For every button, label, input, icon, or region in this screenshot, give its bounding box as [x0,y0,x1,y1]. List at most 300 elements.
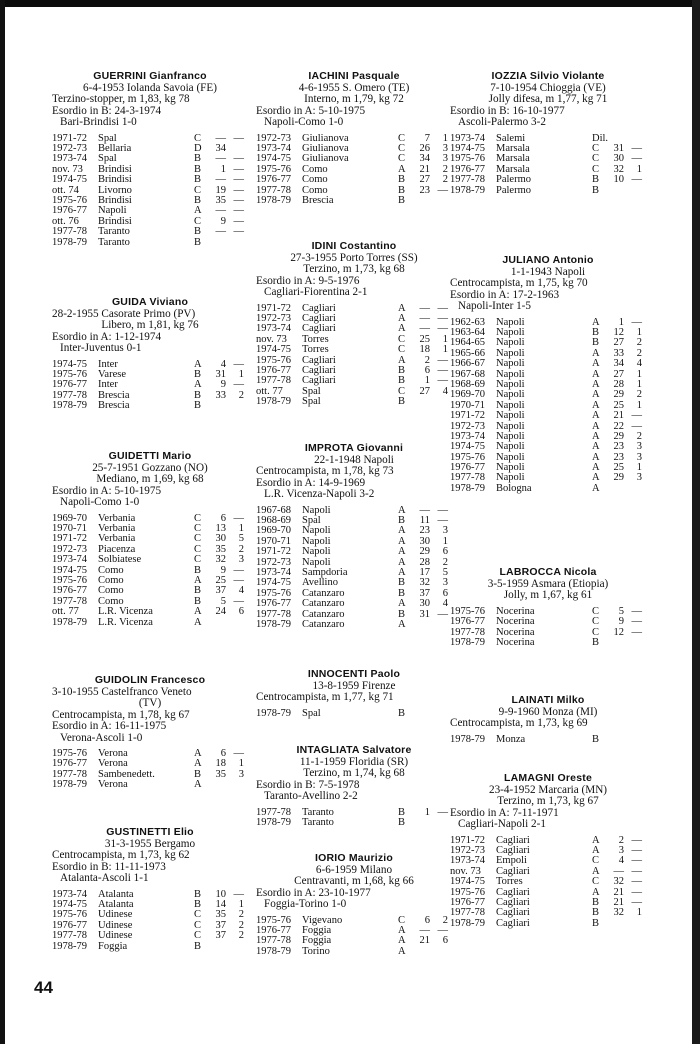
appearances-cell: 21 [613,886,624,898]
team-cell: Giulianova [302,143,349,155]
division-cell: A [398,618,406,630]
player-info-line: Centrocampista, m 1,75, kg 70 [450,277,588,290]
season-cell: 1971-72 [52,132,87,144]
goals-cell: — [233,194,244,206]
division-cell: B [398,515,406,527]
team-cell: Atalanta [98,899,134,911]
player-name: JULIANO Antonio [502,254,594,266]
appearances-cell: 31 [419,608,430,620]
team-cell: Brescia [98,400,130,412]
team-cell: Como [98,585,124,597]
appearances-cell: 32 [613,907,624,919]
division-cell: A [592,886,600,898]
division-cell: A [592,834,600,846]
season-cell: 1975-76 [52,574,87,586]
goals-cell: 3 [442,143,448,155]
team-cell: Napoli [496,327,525,339]
season-cell: 1977-78 [52,768,87,780]
player-entry [256,70,452,206]
division-cell: A [592,378,600,390]
team-cell: Cagliari [496,886,530,898]
division-cell: B [592,917,600,929]
season-cell: 1977-78 [52,389,87,401]
division-cell: B [194,940,202,952]
goals-cell: 6 [238,606,244,618]
team-cell: Monza [496,733,526,745]
goals-cell: — [631,896,642,908]
appearances-cell: 19 [215,184,226,196]
appearances-cell: 25 [613,399,624,411]
team-cell: Foggia [98,940,128,952]
player-name: LAINATI Milko [511,694,585,706]
division-cell: A [592,347,600,359]
goals-cell: — [437,925,448,937]
division-cell: A [592,389,600,401]
player-name: GUIDA Viviano [111,296,189,308]
division-cell: B [592,907,600,919]
season-cell: 1972-73 [52,543,87,555]
player-info-line: Esordio in B: 11-11-1973 [52,860,166,873]
player-entry [256,668,452,719]
player-name: LABROCCA Nicola [499,566,597,578]
appearances-cell: 24 [215,606,226,618]
team-cell: Catanzaro [302,608,345,620]
appearances-cell: — [419,313,430,325]
team-cell: Como [98,564,124,576]
team-cell: Torres [302,333,329,345]
team-cell: Napoli [496,430,525,442]
season-cell: 1965-66 [450,347,485,359]
season-cell: 1972-73 [52,143,87,155]
team-cell: Taranto [98,226,130,238]
season-cell: 1976-77 [256,174,291,186]
season-cell: ott. 77 [52,606,79,618]
appearances-cell: 33 [215,389,226,401]
team-cell: Verbania [98,533,136,545]
season-cell: 1973-74 [52,888,87,900]
appearances-cell: — [215,132,226,144]
season-cell: 1976-77 [52,205,87,217]
season-cell: 1975-76 [52,909,87,921]
player-entry [450,70,646,196]
goals-cell: 2 [238,389,244,401]
goals-cell: 3 [442,153,448,165]
appearances-cell: 32 [613,876,624,888]
division-cell: C [398,132,406,144]
team-cell: Napoli [496,316,525,328]
division-cell: B [592,337,600,349]
team-cell: Nocerina [496,605,535,617]
season-cell: ott. 76 [52,215,79,227]
division-cell: A [194,379,202,391]
season-cell: 1976-77 [52,758,87,770]
goals-cell: 4 [442,598,448,610]
player-info-line: Napoli-Inter 1-5 [458,300,532,313]
season-cell: 1977-78 [450,472,485,484]
team-cell: Inter [98,358,118,370]
division-cell: B [194,174,202,186]
season-cell: 1973-74 [52,554,87,566]
season-cell: 1967-68 [450,368,485,380]
player-info-line: Esordio in A: 1-12-1974 [52,330,162,343]
season-cell: 1975-76 [450,886,485,898]
season-cell: 1976-77 [256,925,291,937]
career-row [52,607,248,617]
player-entry [52,826,248,952]
player-info-line: 27-3-1955 Porto Torres (SS) [290,252,418,264]
division-cell: C [194,543,202,555]
appearances-cell: 1 [220,163,226,175]
division-cell: A [398,302,406,314]
division-cell: A [592,472,600,484]
division-cell: B [194,595,202,607]
player-info-line: 9-9-1960 Monza (MI) [498,706,598,718]
division-cell: B [194,236,202,248]
player-info-line: Centrocampista, m 1,73, kg 62 [52,849,190,862]
team-cell: Verbania [98,512,136,524]
appearances-cell: 1 [424,375,430,387]
season-cell: 1978-79 [52,616,87,628]
team-cell: Cagliari [302,364,336,376]
season-cell: 1974-75 [256,344,291,356]
player-info-line: Napoli-Como 1-0 [264,116,344,129]
goals-cell: 3 [636,441,642,453]
goals-cell: — [437,375,448,387]
team-cell: Giulianova [302,153,349,165]
team-cell: Foggia [302,935,332,947]
appearances-cell: 3 [618,845,624,857]
goals-cell: — [437,806,448,818]
player-info-line: Esordio in A: 9-5-1976 [256,274,360,287]
appearances-cell: 35 [215,194,226,206]
player-name: LAMAGNI Oreste [504,772,592,784]
season-cell: 1977-78 [256,375,291,387]
appearances-cell: 10 [215,888,226,900]
division-cell: C [194,909,202,921]
appearances-cell: 31 [215,369,226,381]
division-cell: A [194,205,202,217]
season-cell: 1969-70 [52,512,87,524]
career-table [450,735,646,745]
season-cell: 1975-76 [450,451,485,463]
season-cell: 1971-72 [256,302,291,314]
division-cell: C [592,163,600,175]
goals-cell: 2 [238,543,244,555]
goals-cell: 1 [238,523,244,535]
season-cell: 1971-72 [52,533,87,545]
goals-cell: — [233,379,244,391]
season-cell: 1973-74 [450,132,485,144]
division-cell: C [194,512,202,524]
division-cell: B [398,396,406,408]
career-row [52,227,248,237]
season-cell: 1972-73 [450,420,485,432]
season-cell: 1971-72 [256,546,291,558]
division-cell: A [398,354,406,366]
appearances-cell: 21 [419,163,430,175]
season-cell: 1970-71 [450,399,485,411]
season-cell: 1974-75 [52,358,87,370]
career-row [256,397,452,407]
season-cell: 1978-79 [52,236,87,248]
appearances-cell: 29 [613,472,624,484]
appearances-cell: 34 [613,358,624,370]
team-cell: Spal [98,132,117,144]
player-info-line: Centrocampista, m 1,73, kg 69 [450,717,588,730]
appearances-cell: 1 [618,316,624,328]
goals-cell: — [233,174,244,186]
season-cell: 1977-78 [52,226,87,238]
team-cell: Marsala [496,143,530,155]
division-cell: A [398,566,406,578]
appearances-cell: 34 [419,153,430,165]
career-row [52,238,248,248]
appearances-cell: 37 [215,585,226,597]
division-cell: A [592,482,600,494]
division-cell: A [592,358,600,370]
goals-cell: 2 [636,389,642,401]
appearances-cell: 9 [220,379,226,391]
season-cell: 1968-69 [450,378,485,390]
appearances-cell: 5 [220,595,226,607]
team-cell: Napoli [496,389,525,401]
division-cell: B [398,184,406,196]
division-cell: A [398,313,406,325]
season-cell: 1975-76 [450,605,485,617]
season-cell: 1964-65 [450,337,485,349]
player-name: IOZZIA Silvio Violante [491,70,605,82]
season-cell: 1967-68 [256,504,291,516]
goals-cell: 4 [442,385,448,397]
team-cell: Livorno [98,184,132,196]
appearances-cell: 17 [419,566,430,578]
division-cell: B [592,184,600,196]
goals-cell: 2 [636,347,642,359]
division-cell: B [592,327,600,339]
team-cell: Torino [302,945,330,957]
division-cell: A [592,441,600,453]
season-cell: 1973-74 [52,153,87,165]
team-cell: Napoli [496,472,525,484]
season-cell: 1966-67 [450,358,485,370]
appearances-cell: 9 [618,616,624,628]
player-info-line: L.R. Vicenza-Napoli 3-2 [264,488,375,501]
career-row [450,919,646,929]
appearances-cell: 9 [220,564,226,576]
career-row [450,484,646,494]
division-cell: B [194,153,202,165]
player-info-line: 25-7-1951 Gozzano (NO) [92,462,208,474]
appearances-cell: 7 [424,132,430,144]
goals-cell: 1 [636,163,642,175]
division-cell: A [398,945,406,957]
career-table [52,890,248,952]
team-cell: Brescia [98,389,130,401]
player-info-line: Cagliari-Fiorentina 2-1 [264,286,368,299]
appearances-cell: 6 [220,748,226,760]
career-row [52,401,248,411]
division-cell: A [592,865,600,877]
team-cell: Spal [302,396,321,408]
team-cell: L.R. Vicenza [98,616,153,628]
team-cell: Palermo [496,184,531,196]
team-cell: Taranto [302,806,334,818]
division-cell: C [194,215,202,227]
appearances-cell: — [215,174,226,186]
player-info-line: Atalanta-Ascoli 1-1 [60,872,149,885]
goals-cell: — [631,626,642,638]
team-cell: Napoli [496,410,525,422]
appearances-cell: 32 [215,554,226,566]
career-row [52,942,248,952]
player-info-line: Bari-Brindisi 1-0 [60,116,137,129]
appearances-cell: — [215,153,226,165]
appearances-cell: 1 [424,806,430,818]
season-cell: 1974-75 [52,564,87,576]
team-cell: Giulianova [302,132,349,144]
division-cell: A [592,368,600,380]
goals-cell: — [631,616,642,628]
career-row [52,780,248,790]
career-table [256,709,452,719]
goals-cell: 3 [238,554,244,566]
team-cell: Spal [98,153,117,165]
team-cell: Napoli [302,556,331,568]
top-edge-bar [0,0,700,7]
season-cell: 1976-77 [450,163,485,175]
player-entry [450,694,646,745]
season-cell: nov. 73 [256,333,287,345]
team-cell: Nocerina [496,616,535,628]
player-name: GUERRINI Gianfranco [93,70,207,82]
player-entry [450,254,646,494]
season-cell: 1978-79 [450,482,485,494]
team-cell: Avellino [302,577,338,589]
career-table [256,506,452,631]
team-cell: Palermo [496,174,531,186]
division-cell: C [592,876,600,888]
season-cell: 1971-72 [450,834,485,846]
goals-cell: — [233,564,244,576]
division-cell: A [194,758,202,770]
season-cell: 1976-77 [52,379,87,391]
player-info-line: 3-5-1959 Asmara (Etiopia) [487,578,609,590]
team-cell: Empoli [496,855,527,867]
team-cell: Brindisi [98,163,132,175]
player-info-line: 31-3-1955 Bergamo [104,838,196,850]
division-cell: B [398,608,406,620]
division-cell: A [398,323,406,335]
season-cell: 1974-75 [450,143,485,155]
season-cell: nov. 73 [450,865,481,877]
team-cell: Marsala [496,153,530,165]
division-cell: C [592,153,600,165]
team-cell: Inter [98,379,118,391]
team-cell: Brindisi [98,174,132,186]
goals-cell: 1 [636,399,642,411]
appearances-cell: 4 [618,855,624,867]
team-cell: Taranto [302,817,334,829]
player-entry [52,70,248,248]
season-cell: 1974-75 [256,153,291,165]
team-cell: Varese [98,369,126,381]
season-cell: 1970-71 [52,523,87,535]
team-cell: Torres [496,876,523,888]
season-cell: 1975-76 [256,354,291,366]
goals-cell: 1 [636,368,642,380]
division-cell: A [592,462,600,474]
division-cell: B [194,585,202,597]
player-info-line: Esordio in B: 24-3-1974 [52,104,162,117]
team-cell: Napoli [302,535,331,547]
team-cell: Nocerina [496,626,535,638]
appearances-cell: 27 [419,385,430,397]
player-info-line: Terzino, m 1,74, kg 68 [303,767,405,780]
team-cell: Salemi [496,132,526,144]
goals-cell: 5 [238,533,244,545]
appearances-cell: 37 [419,587,430,599]
season-cell: 1977-78 [52,595,87,607]
season-cell: 1976-77 [450,616,485,628]
career-row [52,206,248,216]
team-cell: Napoli [302,525,331,537]
appearances-cell: 18 [215,758,226,770]
goals-cell: — [631,886,642,898]
appearances-cell: 29 [613,389,624,401]
team-cell: Como [302,163,328,175]
appearances-cell: 21 [613,896,624,908]
appearances-cell: 37 [215,930,226,942]
player-info-line: (TV) [138,697,162,710]
team-cell: L.R. Vicenza [98,606,153,618]
career-table [450,836,646,930]
goals-cell: 6 [442,935,448,947]
goals-cell: — [437,313,448,325]
division-cell: C [398,385,406,397]
season-cell: 1977-78 [256,935,291,947]
division-cell: B [398,707,406,719]
player-info-line: 13-8-1959 Firenze [312,680,396,692]
season-cell: 1977-78 [52,930,87,942]
team-cell: Como [302,174,328,186]
team-cell: Cagliari [302,323,336,335]
goals-cell: 5 [442,566,448,578]
team-cell: Verona [98,779,128,791]
season-cell: 1974-75 [52,174,87,186]
player-entry [52,450,248,628]
season-cell: 1975-76 [52,194,87,206]
appearances-cell: 30 [215,533,226,545]
division-cell: B [398,577,406,589]
division-cell: A [398,504,406,516]
appearances-cell: 21 [613,410,624,422]
appearances-cell: 32 [419,577,430,589]
division-cell: A [194,779,202,791]
goals-cell: 2 [238,919,244,931]
team-cell: Vigevano [302,914,343,926]
appearances-cell: 6 [424,914,430,926]
team-cell: Cagliari [496,896,530,908]
player-info-line: 23-4-1952 Marcaria (MN) [488,784,608,796]
player-info-line: Cagliari-Napoli 2-1 [458,818,546,831]
goals-cell: 1 [636,378,642,390]
season-cell: 1973-74 [256,566,291,578]
player-name: IMPROTA Giovanni [304,442,404,454]
team-cell: Nocerina [496,636,535,648]
season-cell: 1971-72 [450,410,485,422]
team-cell: Verbania [98,523,136,535]
division-cell: A [194,616,202,628]
